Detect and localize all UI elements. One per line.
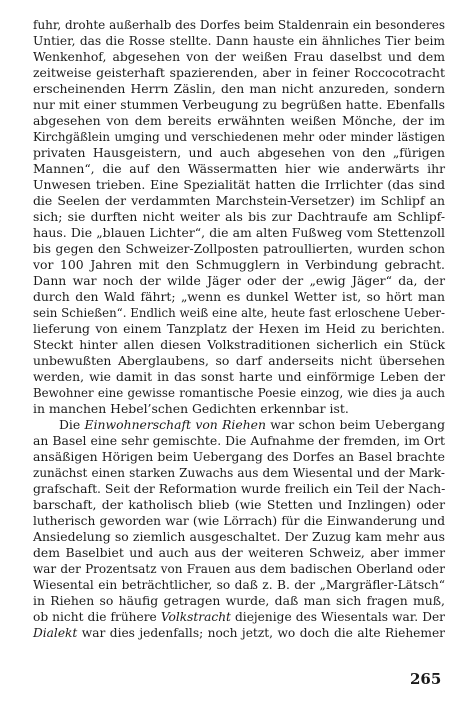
text-line	[33, 177, 445, 193]
text-run: lutherisch geworden war (wie Lörrach) für die Einwanderung und	[33, 514, 445, 528]
text-run: vor 100 Jahren mit den Schmugglern in Verbindung gebracht.	[33, 257, 445, 272]
text-run: Unwesen trieben. Eine Spezialität hatten die Irrlichter (das sind	[33, 177, 445, 192]
text-run: fuhr, drohte außerhalb des Dorfes beim Staldenrain ein besonderes	[33, 18, 445, 32]
text-run: haus. Die „blauen Lichter“, die am alten Fußweg vom Stettenzoll	[33, 225, 445, 240]
text-line	[33, 49, 445, 65]
text-line	[33, 113, 445, 129]
text-line	[33, 305, 445, 321]
text-line	[33, 17, 445, 33]
text-line	[33, 241, 445, 257]
text-line	[33, 449, 445, 465]
text-line	[33, 337, 445, 353]
text-run: unbewußten Aberglaubens, so darf anderseits nicht übersehen	[33, 353, 445, 368]
text-run: nur mit einer stummen Verbeugung zu begrüßen hatte. Ebenfalls	[33, 97, 445, 112]
text-line	[33, 65, 445, 81]
text-line	[33, 433, 445, 449]
text-line	[33, 97, 445, 113]
text-run: diejenige des Wiesentals war. Der	[230, 610, 446, 624]
text-run: die Seelen der verdammten Marchstein-Versetzer) im Schlipf an	[33, 193, 445, 208]
text-line	[33, 289, 445, 305]
text-line	[33, 545, 445, 561]
text-line	[33, 561, 445, 577]
text-run: war schon beim Uebergang	[266, 417, 445, 432]
text-run: sein Schießen“. Endlich weiß eine alte, heute fast erloschene Ueber-	[33, 306, 445, 320]
text-run: zunächst einen starken Zuwachs aus dem Wiesental und der Mark-	[33, 466, 445, 480]
text-run: abgesehen von dem bereits erwähnten weißen Mönche, der im	[33, 113, 445, 128]
text-line	[33, 465, 445, 481]
text-run: bis gegen den Schweizer-Zollposten patroullierten, wurden schon	[33, 242, 445, 256]
text-line	[33, 417, 445, 433]
text-line	[33, 33, 445, 49]
italic-text: Dialekt	[33, 626, 78, 640]
text-line	[33, 529, 445, 545]
text-run: Steckt hinter allen diesen Volkstraditionen sicherlich ein Stück	[33, 337, 445, 352]
text-line	[33, 385, 445, 401]
text-run: Wiesental ein beträchtlicher, so daß z. B. der „Margräfler-Lätsch“	[33, 578, 445, 592]
text-line	[33, 161, 445, 177]
text-line	[33, 497, 445, 513]
text-run: erscheinenden Herrn Zäslin, den man nicht anzureden, sondern	[33, 81, 445, 96]
text-line	[33, 593, 445, 609]
italic-text: Einwohnerschaft von Riehen	[84, 417, 266, 432]
text-run: werden, wie damit in das sonst harte und einförmige Leben der	[33, 369, 445, 384]
text-run: in Riehen so häufig getragen wurde, daß man sich fragen muß,	[33, 593, 445, 608]
text-run: Wenkenhof, abgesehen von der weißen Frau daselbst und dem	[33, 49, 445, 64]
text-run: war dies jedenfalls; noch jetzt, wo doch die alte Riehemer	[77, 626, 445, 640]
text-run: sich; sie durften nicht weiter als bis zur Dachtraufe am Schlipf-	[33, 209, 445, 224]
text-line	[33, 481, 445, 497]
text-line	[33, 625, 445, 641]
text-run: Die	[59, 417, 85, 432]
page-number: 265	[410, 670, 442, 688]
text-run: Dann war noch der wilde Jäger oder der „ewig Jäger“ da, der	[33, 273, 445, 288]
text-run: Mannen“, die auf den Wässermatten hier wie anderwärts ihr	[33, 161, 445, 176]
text-run: zeitweise geisterhaft spazierenden, aber in feiner Roccocotracht	[33, 65, 445, 80]
text-run: lieferung von einem Tanzplatz der Hexen im Heid zu berichten.	[33, 321, 445, 336]
text-run: ob nicht die frühere	[33, 610, 161, 624]
text-run: barschaft, der katholisch blieb (wie Stetten und Inzlingen) oder	[33, 497, 445, 512]
text-run: war der Prozentsatz von Frauen aus dem badischen Oberland oder	[33, 562, 445, 576]
text-line	[33, 225, 445, 241]
book-page	[33, 17, 445, 641]
text-line	[33, 129, 445, 145]
text-line	[33, 369, 445, 385]
text-run: in manchen Hebel’schen Gedichten erkennbar ist.	[33, 401, 349, 416]
text-run: an Basel eine sehr gemischte. Die Aufnahme der fremden, im Ort	[33, 433, 445, 448]
text-line	[33, 609, 445, 625]
text-line	[33, 353, 445, 369]
text-run: Bewohner eine gewisse romantische Poesie einzog, wie dies ja auch	[33, 386, 445, 400]
text-run: grafschaft. Seit der Reformation wurde freilich ein Teil der Nach-	[33, 481, 446, 496]
text-line	[33, 145, 445, 161]
text-line	[33, 321, 445, 337]
italic-text: Volkstracht	[160, 610, 231, 624]
text-run: Ansiedelung so ziemlich ausgeschaltet. Der Zuzug kam mehr aus	[33, 529, 445, 544]
text-line	[33, 81, 445, 97]
text-run: privaten Hausgeistern, und auch abgesehen von den „fürigen	[33, 145, 445, 160]
text-line	[33, 209, 445, 225]
text-line	[33, 273, 445, 289]
text-line	[33, 193, 445, 209]
text-run: durch den Wald fährt; „wenn es dunkel Wetter ist, so hört man	[33, 289, 445, 304]
text-line	[33, 513, 445, 529]
text-line	[33, 257, 445, 273]
text-run: ansäßigen Hörigen beim Uebergang des Dorfes an Basel brachte	[33, 449, 445, 464]
text-run: Untier, das die Rosse stellte. Dann hauste ein ähnliches Tier beim	[33, 34, 445, 48]
text-run: Kirchgäßlein umging und verschiedenen mehr oder minder lästigen	[33, 130, 445, 144]
text-line	[33, 401, 445, 417]
text-line	[33, 577, 445, 593]
text-run: dem Baselbiet und auch aus der weiteren Schweiz, aber immer	[33, 545, 445, 560]
